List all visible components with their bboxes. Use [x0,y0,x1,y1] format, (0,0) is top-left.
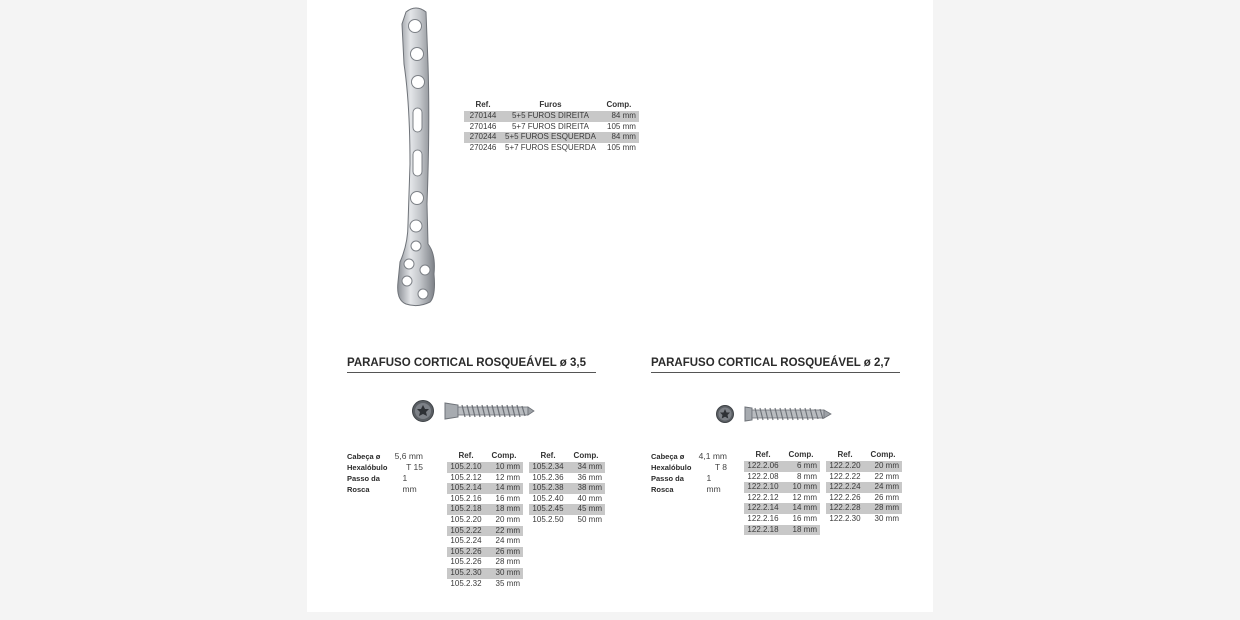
table-row [447,515,605,526]
table-header [447,451,605,462]
cell-comp: 30 mm [485,568,523,579]
cell-comp: 10 mm [782,482,820,493]
table-header [744,450,902,461]
cell-ref: 122.2.16 [747,513,779,523]
cell-ref: 105.2.45 [529,504,567,515]
cell-ref: 122.2.26 [829,492,861,502]
cell-furos: 5+5 FUROS DIREITA [502,111,599,122]
cell-ref: 122.2.08 [747,471,779,481]
table-row [464,111,639,122]
table-row [744,472,902,483]
cell-ref: 105.2.50 [532,514,564,524]
table-row [447,547,605,558]
cell-ref: 122.2.30 [829,513,861,523]
header-comp: Comp. [788,450,814,460]
cell-ref: 270146 [469,121,497,131]
spec-value: 4,1 mm [698,451,727,461]
cell-ref: 105.2.20 [450,514,482,524]
spec-row [651,451,727,462]
cell-comp: 18 mm [485,504,523,515]
cell-comp: 84 mm [599,111,639,122]
cell-comp: 50 mm [577,514,602,524]
cell-ref: 122.2.22 [829,471,861,481]
cell-comp: 40 mm [577,493,602,503]
header-comp: Comp. [870,450,896,460]
spec-value: T 15 [406,462,423,472]
cell-comp: 28 mm [495,557,520,567]
spec-row [347,462,423,473]
header-comp: Comp. [573,451,599,461]
header-comp: Comp. [491,451,517,461]
cell-comp: 38 mm [567,483,605,494]
spec-row [347,451,423,462]
cell-comp: 14 mm [782,503,820,514]
cell-ref: 105.2.12 [450,472,482,482]
cell-comp: 14 mm [485,483,523,494]
cell-comp: 35 mm [495,578,520,588]
screw-image [744,404,834,424]
cell-comp: 24 mm [864,482,902,493]
cell-ref: 122.2.12 [747,492,779,502]
header-ref: Ref. [837,450,853,460]
cell-comp: 26 mm [485,547,523,558]
cell-ref: 105.2.16 [450,493,482,503]
cell-comp: 24 mm [495,536,520,546]
table-row [744,514,902,525]
screw-35-specs [347,451,423,495]
cell-ref: 105.2.18 [447,504,485,515]
header-ref: Ref. [540,451,556,461]
plate-table-header [464,100,639,111]
cell-ref: 105.2.36 [532,472,564,482]
cell-furos: 5+7 FUROS ESQUERDA [505,142,596,152]
cell-comp: 22 mm [485,526,523,537]
cell-comp: 18 mm [782,525,820,536]
table-row [447,483,605,494]
table-row [744,482,902,493]
spec-label: Hexalóbulo [347,463,388,472]
table-row [744,503,902,514]
spec-value: 5,6 mm [394,451,423,461]
spec-label: Passo da Rosca [651,474,684,494]
screw-35-table [447,451,605,589]
table-row [744,525,902,536]
section-title-screw-27: PARAFUSO CORTICAL ROSQUEÁVEL ø 2,7 [651,357,900,373]
cell-comp: 84 mm [599,132,639,143]
screw-27-table [744,450,902,535]
table-row [464,122,639,133]
cell-ref: 122.2.06 [744,461,782,472]
header-comp: Comp. [606,100,632,110]
cell-ref: 122.2.28 [826,503,864,514]
cell-ref: 122.2.10 [744,482,782,493]
bone-plate-image [390,4,442,310]
cell-comp: 8 mm [797,471,817,481]
screw-image [444,400,536,422]
spec-label: Cabeça ø [651,452,685,461]
cell-ref: 105.2.38 [529,483,567,494]
cell-ref: 105.2.22 [447,526,485,537]
cell-comp: 28 mm [864,503,902,514]
cell-ref: 105.2.24 [450,536,482,546]
table-row [447,462,605,473]
cell-comp: 10 mm [485,462,523,473]
header-furos: Furos [539,100,562,110]
cell-comp: 34 mm [567,462,605,473]
cell-ref: 270144 [464,111,502,122]
cell-comp: 105 mm [607,142,636,152]
screw-head-icon [715,404,735,424]
cell-comp: 105 mm [607,121,636,131]
table-row [744,461,902,472]
cell-ref: 105.2.14 [447,483,485,494]
cell-ref: 105.2.10 [447,462,485,473]
cell-ref: 105.2.26 [450,557,482,567]
table-row [447,536,605,547]
header-ref: Ref. [755,450,771,460]
cell-ref: 270246 [469,142,497,152]
table-row [447,504,605,515]
cell-comp: 16 mm [792,513,817,523]
spec-value: 1 mm [706,473,721,494]
header-ref: Ref. [458,451,474,461]
cell-comp: 6 mm [782,461,820,472]
table-row [447,568,605,579]
cell-ref: 270244 [464,132,502,143]
screw-27-specs [651,451,727,495]
cell-comp: 26 mm [874,492,899,502]
cell-comp: 12 mm [495,472,520,482]
table-row [447,579,605,590]
table-row [447,473,605,484]
cell-comp: 12 mm [792,492,817,502]
cell-ref: 105.2.30 [447,568,485,579]
cell-comp: 36 mm [577,472,602,482]
cell-comp: 20 mm [864,461,902,472]
cell-ref: 105.2.40 [532,493,564,503]
cell-comp: 22 mm [874,471,899,481]
section-title-screw-35: PARAFUSO CORTICAL ROSQUEÁVEL ø 3,5 [347,357,596,373]
spec-label: Hexalóbulo [651,463,692,472]
spec-row [651,473,727,495]
screw-head-icon [411,399,435,423]
spec-label: Passo da Rosca [347,474,380,494]
plate-table [464,100,639,153]
spec-value: 1 mm [402,473,417,494]
spec-value: T 8 [714,462,727,472]
cell-comp: 30 mm [874,513,899,523]
cell-comp: 16 mm [495,493,520,503]
table-row [744,493,902,504]
cell-comp: 45 mm [567,504,605,515]
table-row [464,143,639,154]
table-row [447,494,605,505]
header-ref: Ref. [475,100,491,110]
cell-furos: 5+5 FUROS ESQUERDA [502,132,599,143]
cell-comp: 20 mm [495,514,520,524]
cell-ref: 122.2.24 [826,482,864,493]
table-row [464,132,639,143]
cell-ref: 122.2.18 [744,525,782,536]
cell-ref: 122.2.20 [826,461,864,472]
spec-row [347,473,423,495]
cell-ref: 105.2.26 [447,547,485,558]
table-row [447,557,605,568]
table-row [447,526,605,537]
spec-label: Cabeça ø [347,452,381,461]
cell-ref: 105.2.32 [450,578,482,588]
spec-row [651,462,727,473]
cell-ref: 105.2.34 [529,462,567,473]
cell-furos: 5+7 FUROS DIREITA [511,121,589,131]
cell-ref: 122.2.14 [744,503,782,514]
